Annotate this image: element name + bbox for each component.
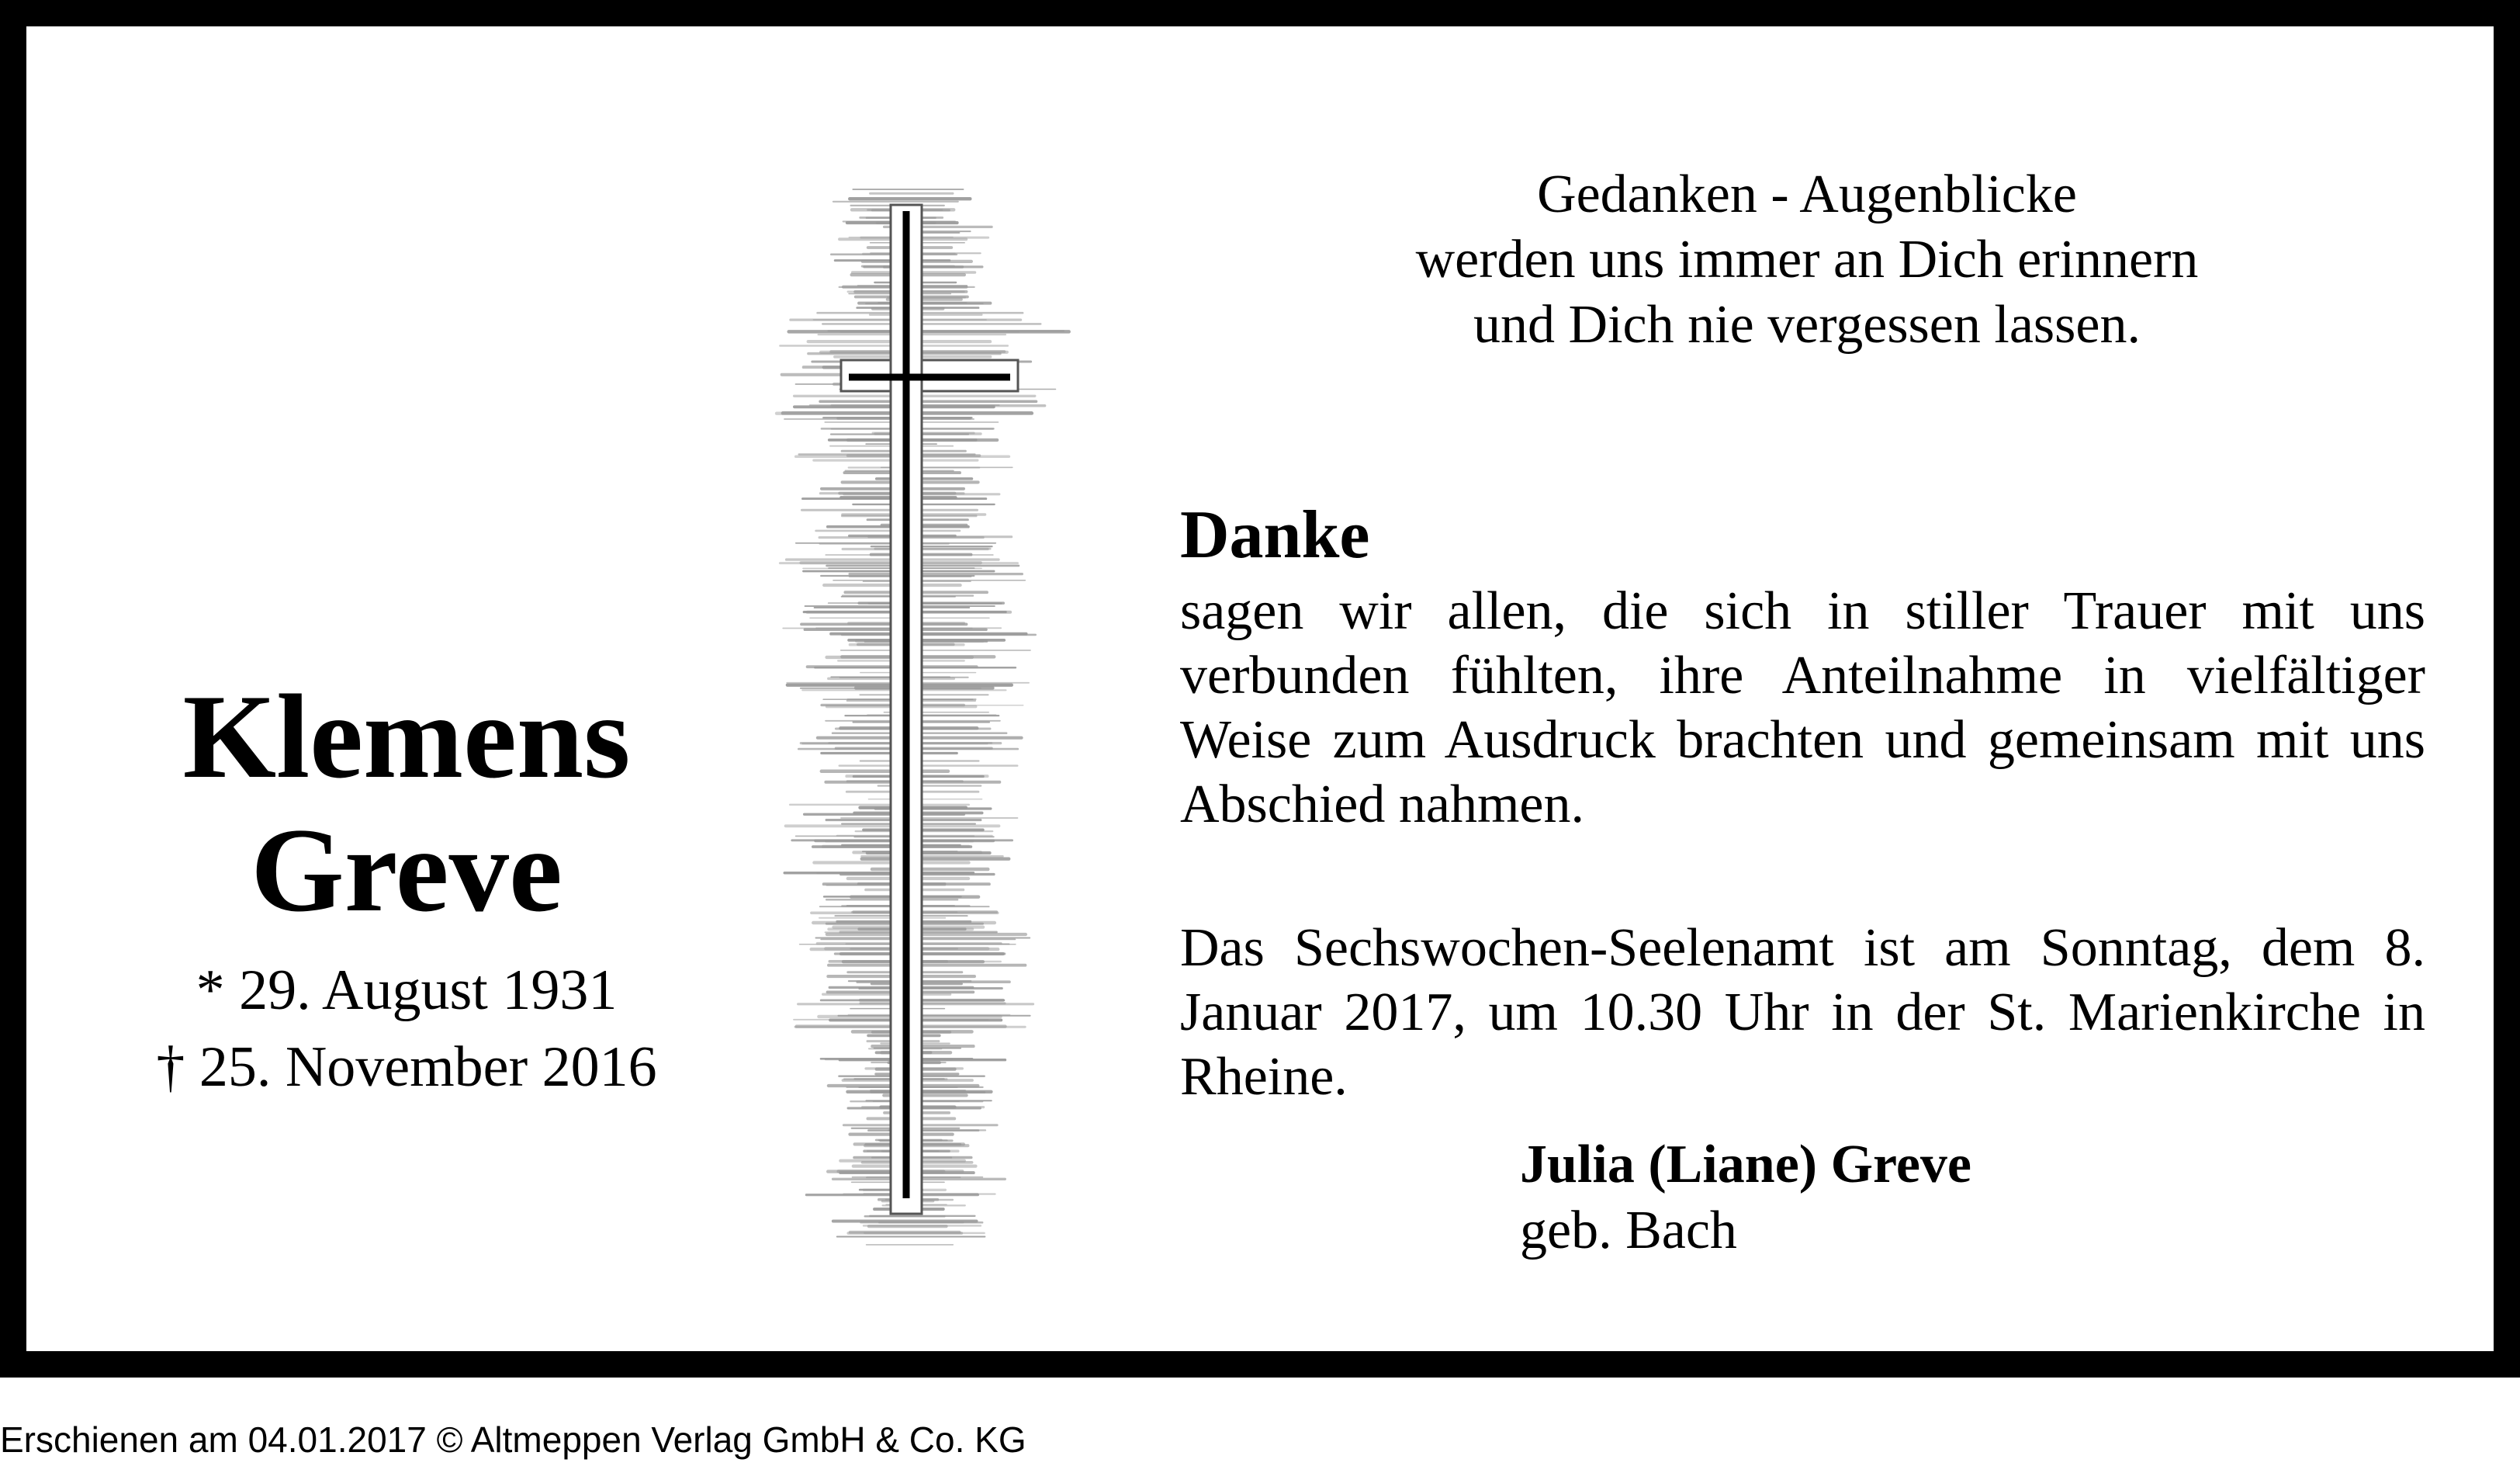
deceased-first-name: Klemens <box>182 670 631 803</box>
deceased-last-name: Greve <box>251 803 562 937</box>
cross-illustration-icon <box>701 174 1105 1256</box>
poem-line-3: und Dich nie vergessen lassen. <box>1473 295 2141 355</box>
thanks-paragraph: sagen wir allen, die sich in stiller Trauer mit uns verbunden fühlten, ihre Anteilnahme in vielfältiger Weise zum Ausdruck brachten und gemeinsam mit uns Abschied nahmen. <box>1180 581 2425 834</box>
death-date: † 25. November 2016 <box>156 1035 657 1099</box>
danke-heading: Danke <box>1180 497 1370 573</box>
signature-note: geb. Bach <box>1520 1201 1737 1260</box>
poem-line-2: werden uns immer an Dich erinnern <box>1415 230 2199 289</box>
service-paragraph: Das Sechswochen-Seelenamt ist am Sonntag, dem 8. Januar 2017, um 10.30 Uhr in der St. Marienkirche in Rheine. <box>1180 918 2425 1107</box>
birth-date: * 29. August 1931 <box>196 958 618 1022</box>
signature-name: Julia (Liane) Greve <box>1520 1135 1971 1194</box>
publication-footer: Erschienen am 04.01.2017 © Altmeppen Verlag GmbH & Co. KG <box>0 1419 1026 1460</box>
poem-line-1: Gedanken - Augenblicke <box>1537 165 2077 224</box>
